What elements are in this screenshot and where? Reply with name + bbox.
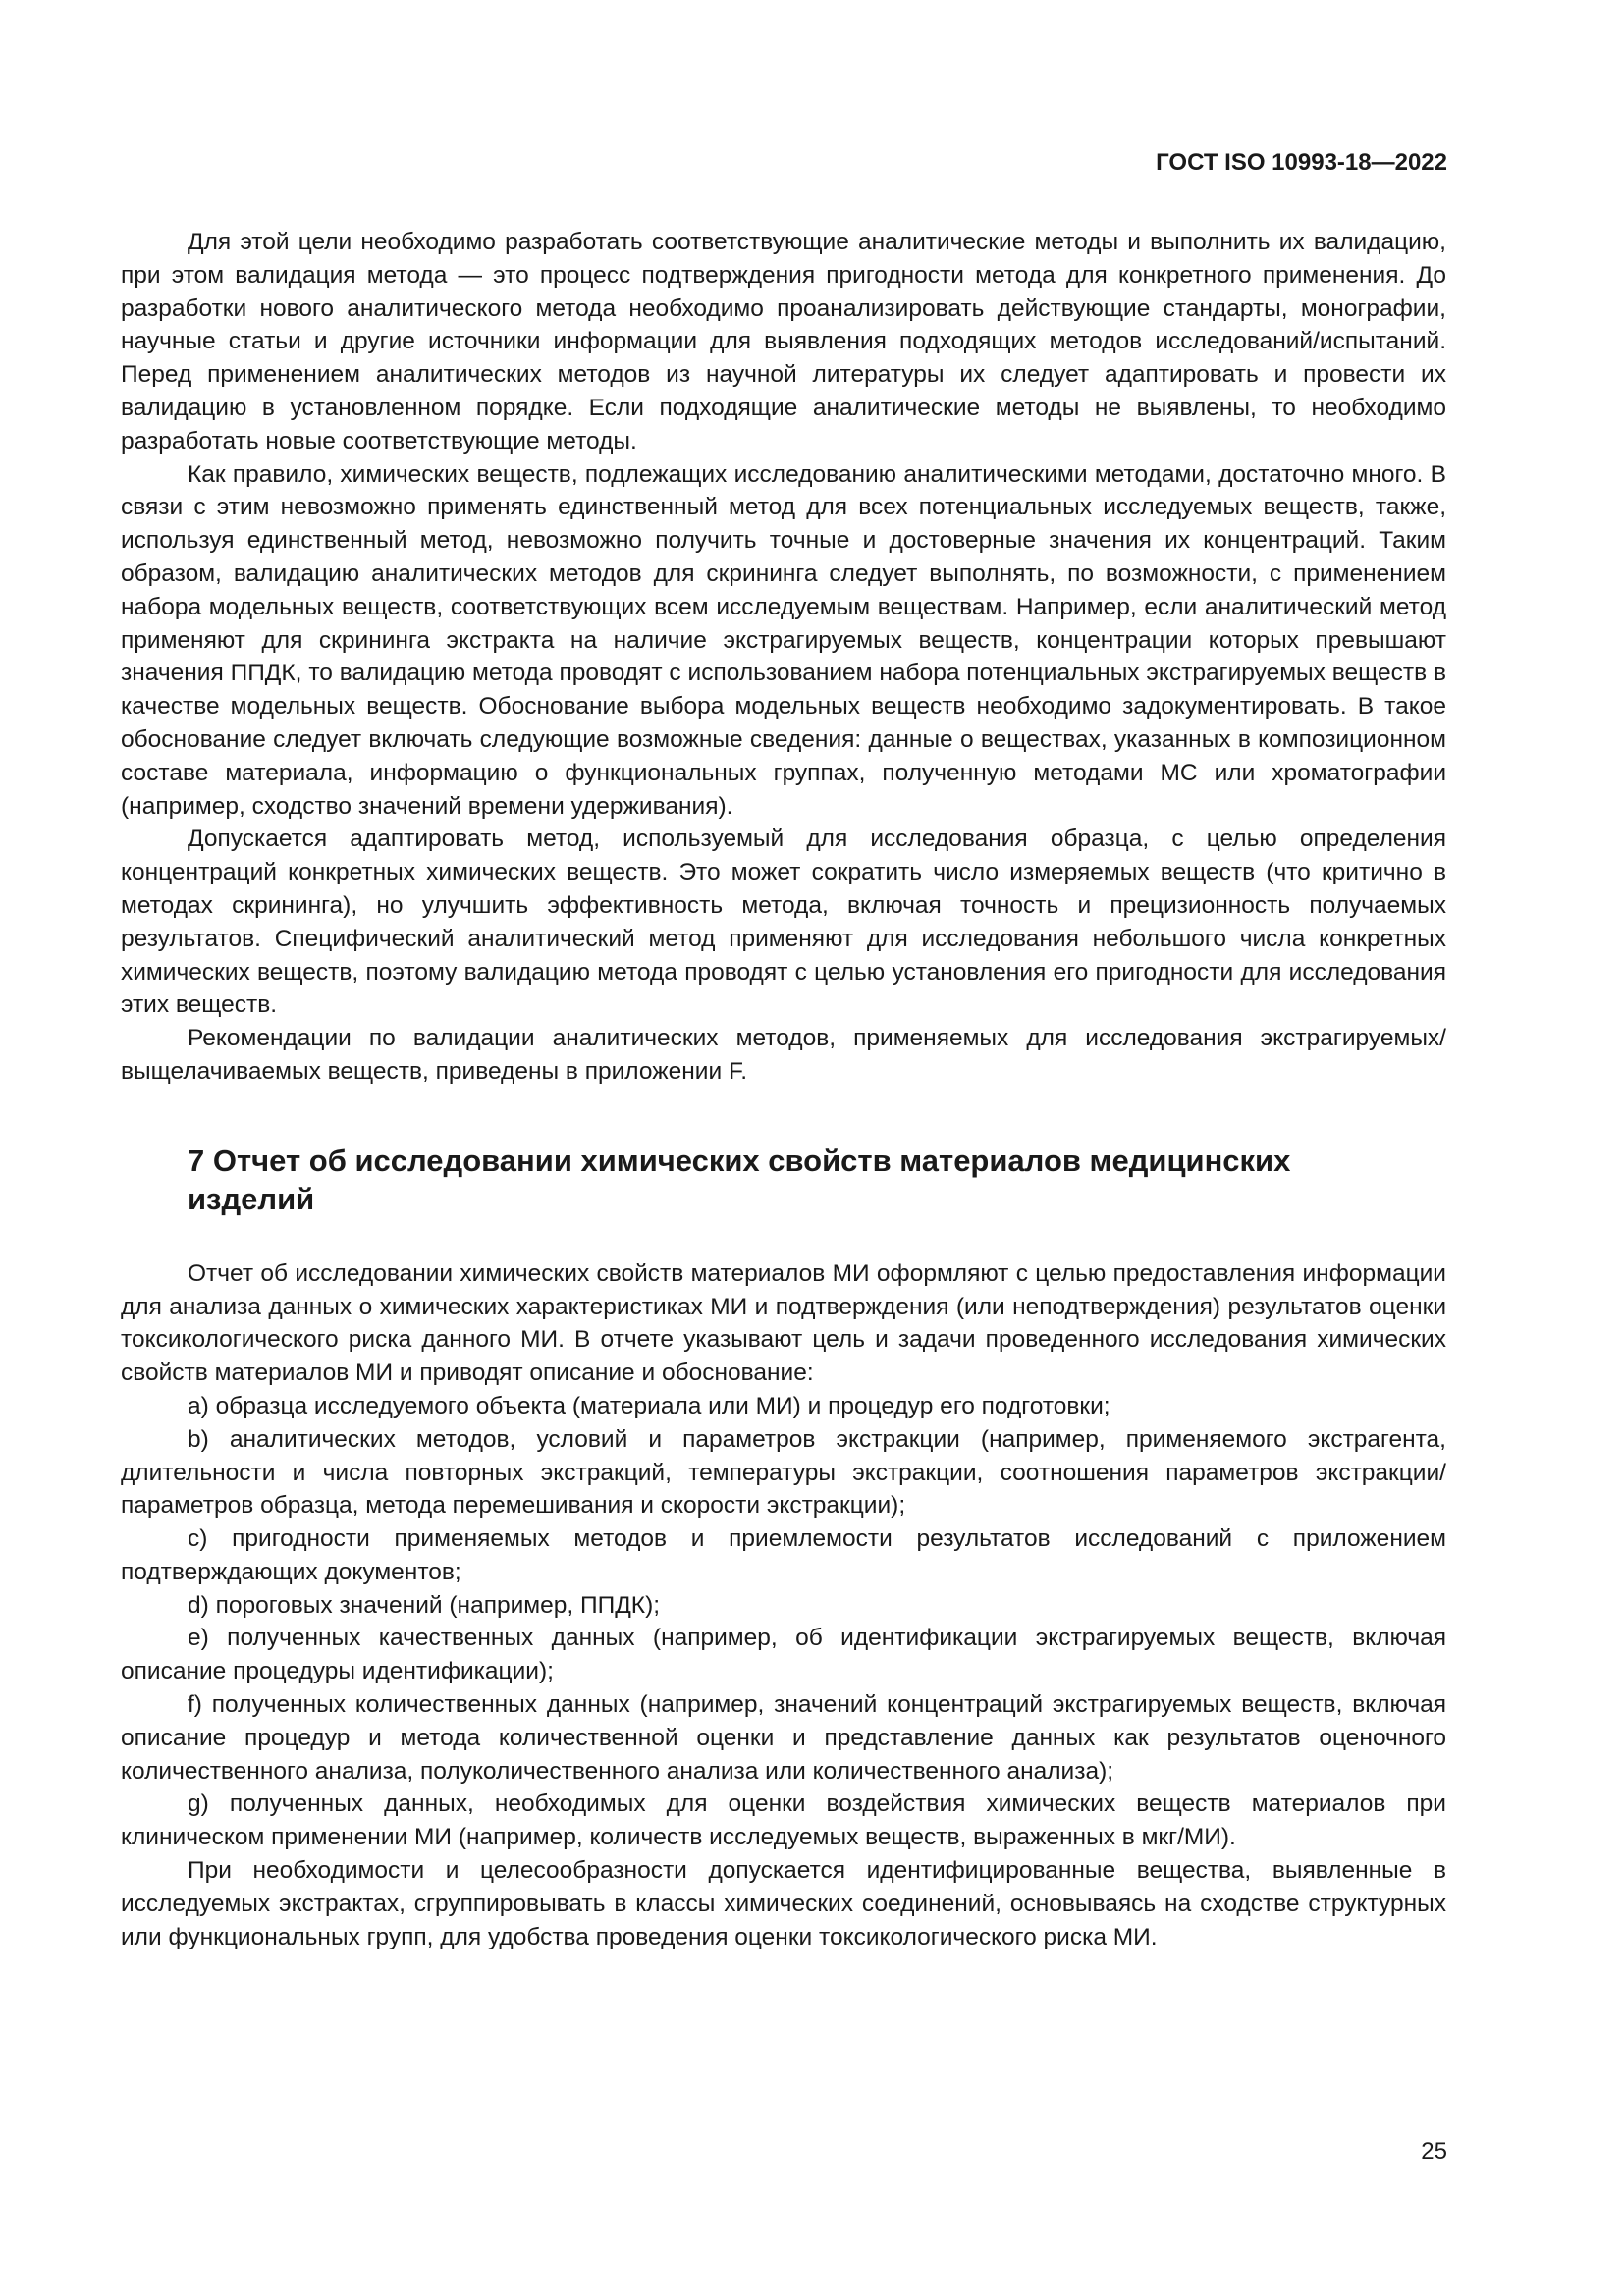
paragraph: Отчет об исследовании химических свойств материалов МИ оформляют с целью предоставления информации для анализа данных о химических характеристиках МИ и подтверждения (или неподтверждения) результатов оценки токсикологического риска данного МИ. В отчете указывают цель и задачи проведенного исследования химических свойств материалов МИ и приводят описание и обоснование: <box>121 1259 1446 1387</box>
list-item: b) аналитических методов, условий и параметров экстракции (например, применяемого экстрагента, длительности и числа повторных экстракций, температуры экстракции, соотношения параметров экстракции/параметров образца, метода перемешивания и скорости экстракции); <box>121 1425 1446 1520</box>
paragraph: Как правило, химических веществ, подлежащих исследованию аналитическими методами, достаточно много. В связи с этим невозможно применять единственный метод для всех потенциальных исследуемых веществ, также, используя единственный метод, невозможно получить точные и достоверные значения их концентраций. Таким образом, валидацию аналитических методов для скрининга следует выполнять, по возможности, с применением набора модельных веществ, соответствующих всем исследуемым веществам. Например, если аналитический метод применяют для скрининга экстракта на наличие экстрагируемых веществ, концентрации которых превышают значения ППДК, то валидацию метода проводят с использованием набора потенциальных экстрагируемых веществ в качестве модельных веществ. Обоснование выбора модельных веществ необходимо задокументировать. В такое обоснование следует включать следующие возможные сведения: данные о веществах, указанных в композиционном составе материала, информацию о функциональных группах, полученную методами МС или хроматографии (например, сходство значений времени удерживания). <box>121 460 1446 820</box>
list-item: f) полученных количественных данных (например, значений концентраций экстрагируемых веществ, включая описание процедур и метода количественной оценки и представление данных как результатов оценочного количественного анализа, полуколичественного анализа или количественного анализа); <box>121 1691 1446 1785</box>
list-item: a) образца исследуемого объекта (материала или МИ) и процедур его подготовки; <box>188 1392 1110 1419</box>
list-item: g) полученных данных, необходимых для оценки воздействия химических веществ материалов при клиническом применении МИ (например, количеств исследуемых веществ, выраженных в мкг/МИ). <box>121 1790 1446 1851</box>
paragraph: Рекомендации по валидации аналитических методов, применяемых для исследования экстрагируемых/выщелачиваемых веществ, приведены в приложении F. <box>121 1025 1446 1085</box>
paragraph: Для этой цели необходимо разработать соответствующие аналитические методы и выполнить их валидацию, при этом валидация метода — это процесс подтверждения пригодности метода для конкретного применения. До разработки нового аналитического метода необходимо проанализировать действующие стандарты, монографии, научные статьи и другие источники информации для выявления подходящих методов исследований/испытаний. Перед применением аналитических методов из научной литературы их следует адаптировать и провести их валидацию в установленном порядке. Если подходящие аналитические методы не выявлены, то необходимо разработать новые соответствующие методы. <box>121 229 1446 454</box>
paragraph: Допускается адаптировать метод, используемый для исследования образца, с целью определения концентраций конкретных химических веществ. Это может сократить число измеряемых веществ (что критично в методах скрининга), но улучшить эффективность метода, включая точность и прецизионность получаемых результатов. Специфический аналитический метод применяют для исследования небольшого числа конкретных химических веществ, поэтому валидацию метода проводят с целью установления его пригодности для исследования этих веществ. <box>121 826 1446 1019</box>
page-content <box>121 226 1446 1953</box>
paragraph: При необходимости и целесообразности допускается идентифицированные вещества, выявленные в исследуемых экстрактах, сгруппировывать в классы химических соединений, основываясь на сходстве структурных или функциональных групп, для удобства проведения оценки токсикологического риска МИ. <box>121 1857 1446 1950</box>
page-number: 25 <box>1421 2138 1447 2164</box>
section-heading: 7 Отчет об исследовании химических свойств материалов медицинских изделий <box>188 1143 1291 1216</box>
list-item: c) пригодности применяемых методов и приемлемости результатов исследований с приложением подтверждающих документов; <box>121 1525 1446 1585</box>
list-item: e) полученных качественных данных (например, об идентификации экстрагируемых веществ, включая описание процедуры идентификации); <box>121 1625 1446 1685</box>
document-code-header: ГОСТ ISO 10993-18—2022 <box>1156 149 1447 176</box>
list-item: d) пороговых значений (например, ППДК); <box>188 1591 661 1619</box>
